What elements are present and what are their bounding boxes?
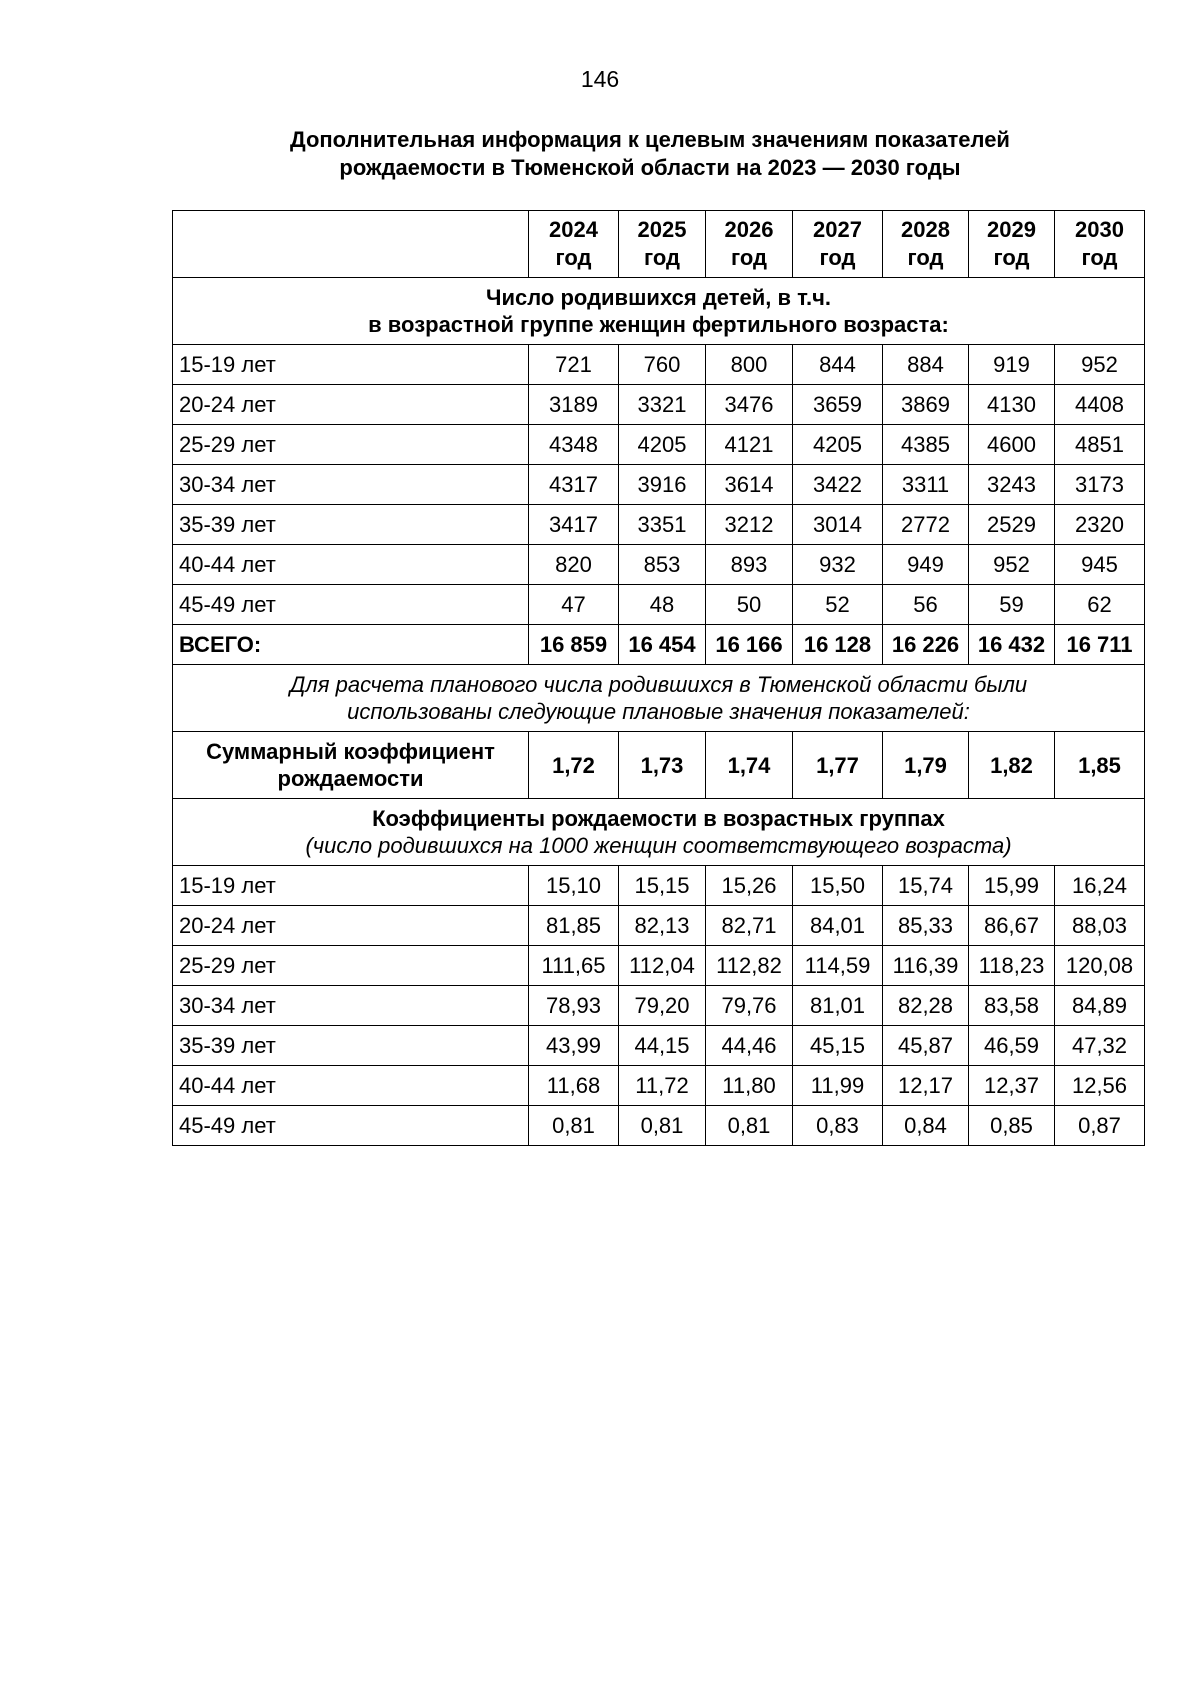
births-table-row <box>173 345 1145 385</box>
births-value-cell: 3014 <box>793 505 883 545</box>
rate-value-cell: 11,68 <box>529 1066 619 1106</box>
age-group-label: 35-39 лет <box>173 505 529 545</box>
tfr-value-cell: 1,74 <box>706 732 793 799</box>
tfr-label-line-1: Суммарный коэффициент <box>206 739 495 764</box>
total-value-cell: 16 226 <box>883 625 969 665</box>
year-unit: год <box>1081 245 1118 270</box>
year-label: 2024 <box>549 217 598 242</box>
tfr-value-cell: 1,72 <box>529 732 619 799</box>
rate-value-cell: 0,83 <box>793 1106 883 1146</box>
rate-value-cell: 86,67 <box>969 906 1055 946</box>
births-value-cell: 4851 <box>1055 425 1145 465</box>
year-label: 2026 <box>724 217 774 242</box>
total-row <box>173 625 1145 665</box>
births-value-cell: 3321 <box>619 385 706 425</box>
total-value-cell: 16 859 <box>529 625 619 665</box>
year-unit: год <box>644 245 680 270</box>
births-value-cell: 50 <box>706 585 793 625</box>
rate-value-cell: 82,71 <box>706 906 793 946</box>
births-value-cell: 3243 <box>969 465 1055 505</box>
rate-value-cell: 88,03 <box>1055 906 1145 946</box>
rates-section-line-2: (число родившихся на 1000 женщин соответствующего возраста) <box>305 833 1012 858</box>
rate-value-cell: 12,17 <box>883 1066 969 1106</box>
rate-value-cell: 11,72 <box>619 1066 706 1106</box>
corner-cell <box>173 211 529 278</box>
total-value-cell: 16 711 <box>1055 625 1145 665</box>
births-value-cell: 2320 <box>1055 505 1145 545</box>
births-value-cell: 3614 <box>706 465 793 505</box>
total-value-cell: 16 128 <box>793 625 883 665</box>
births-value-cell: 4205 <box>793 425 883 465</box>
tfr-value-cell: 1,73 <box>619 732 706 799</box>
rates-table-row <box>173 1106 1145 1146</box>
age-group-label: 20-24 лет <box>173 906 529 946</box>
age-group-label: 25-29 лет <box>173 946 529 986</box>
births-value-cell: 853 <box>619 545 706 585</box>
births-value-cell: 919 <box>969 345 1055 385</box>
year-label: 2025 <box>637 217 687 242</box>
births-value-cell: 56 <box>883 585 969 625</box>
births-value-cell: 2529 <box>969 505 1055 545</box>
rate-value-cell: 11,80 <box>706 1066 793 1106</box>
rate-value-cell: 0,81 <box>619 1106 706 1146</box>
document-title <box>210 126 1090 182</box>
births-value-cell: 4317 <box>529 465 619 505</box>
rate-value-cell: 0,85 <box>969 1106 1055 1146</box>
age-group-label: 40-44 лет <box>173 545 529 585</box>
age-group-label: 40-44 лет <box>173 1066 529 1106</box>
rate-value-cell: 44,15 <box>619 1026 706 1066</box>
rate-value-cell: 15,10 <box>529 866 619 906</box>
rate-value-cell: 84,01 <box>793 906 883 946</box>
births-table-row <box>173 425 1145 465</box>
year-label: 2030 <box>1075 217 1124 242</box>
rate-value-cell: 15,15 <box>619 866 706 906</box>
births-value-cell: 62 <box>1055 585 1145 625</box>
rate-value-cell: 81,01 <box>793 986 883 1026</box>
tfr-label <box>173 732 529 799</box>
births-value-cell: 3916 <box>619 465 706 505</box>
births-value-cell: 760 <box>619 345 706 385</box>
year-header <box>706 211 793 278</box>
births-value-cell: 721 <box>529 345 619 385</box>
births-value-cell: 47 <box>529 585 619 625</box>
births-table-row <box>173 465 1145 505</box>
age-group-label: 15-19 лет <box>173 866 529 906</box>
births-table-row <box>173 545 1145 585</box>
births-value-cell: 3351 <box>619 505 706 545</box>
rate-value-cell: 0,84 <box>883 1106 969 1146</box>
year-header <box>883 211 969 278</box>
rates-table-row <box>173 866 1145 906</box>
rate-value-cell: 82,13 <box>619 906 706 946</box>
births-value-cell: 952 <box>969 545 1055 585</box>
rate-value-cell: 15,50 <box>793 866 883 906</box>
rate-value-cell: 83,58 <box>969 986 1055 1026</box>
births-value-cell: 3212 <box>706 505 793 545</box>
births-value-cell: 884 <box>883 345 969 385</box>
rate-value-cell: 85,33 <box>883 906 969 946</box>
births-value-cell: 4348 <box>529 425 619 465</box>
births-table-row <box>173 585 1145 625</box>
total-value-cell: 16 454 <box>619 625 706 665</box>
births-value-cell: 3189 <box>529 385 619 425</box>
rate-value-cell: 45,15 <box>793 1026 883 1066</box>
rates-section-line-1: Коэффициенты рождаемости в возрастных группах <box>372 806 945 831</box>
rate-value-cell: 114,59 <box>793 946 883 986</box>
year-unit: год <box>555 245 592 270</box>
planning-note <box>173 665 1145 732</box>
age-group-label: 30-34 лет <box>173 465 529 505</box>
tfr-value-cell: 1,85 <box>1055 732 1145 799</box>
tfr-value-cell: 1,79 <box>883 732 969 799</box>
year-unit: год <box>731 245 767 270</box>
rate-value-cell: 11,99 <box>793 1066 883 1106</box>
rate-value-cell: 118,23 <box>969 946 1055 986</box>
age-group-label: 45-49 лет <box>173 585 529 625</box>
rate-value-cell: 116,39 <box>883 946 969 986</box>
rate-value-cell: 84,89 <box>1055 986 1145 1026</box>
births-value-cell: 48 <box>619 585 706 625</box>
rate-value-cell: 120,08 <box>1055 946 1145 986</box>
births-value-cell: 4385 <box>883 425 969 465</box>
births-section-line-2: в возрастной группе женщин фертильного возраста: <box>368 312 949 337</box>
births-value-cell: 3869 <box>883 385 969 425</box>
rate-value-cell: 12,37 <box>969 1066 1055 1106</box>
age-group-label: 20-24 лет <box>173 385 529 425</box>
births-table-row <box>173 385 1145 425</box>
rate-value-cell: 79,76 <box>706 986 793 1026</box>
births-value-cell: 3659 <box>793 385 883 425</box>
rate-value-cell: 0,81 <box>529 1106 619 1146</box>
year-unit: год <box>993 245 1030 270</box>
document-title-line-2: рождаемости в Тюменской области на 2023 — 2030 годы <box>339 155 961 180</box>
rates-table-row <box>173 1066 1145 1106</box>
rate-value-cell: 15,26 <box>706 866 793 906</box>
birth-rate-table <box>172 210 1145 1146</box>
rates-table-row <box>173 986 1145 1026</box>
year-header <box>529 211 619 278</box>
births-value-cell: 52 <box>793 585 883 625</box>
births-value-cell: 932 <box>793 545 883 585</box>
births-value-cell: 945 <box>1055 545 1145 585</box>
tfr-label-line-2: рождаемости <box>277 766 424 791</box>
births-value-cell: 4205 <box>619 425 706 465</box>
rate-value-cell: 0,87 <box>1055 1106 1145 1146</box>
births-value-cell: 3476 <box>706 385 793 425</box>
births-value-cell: 2772 <box>883 505 969 545</box>
year-label: 2028 <box>901 217 950 242</box>
total-label: ВСЕГО: <box>173 625 529 665</box>
year-label: 2027 <box>813 217 862 242</box>
document-title-line-1: Дополнительная информация к целевым значениям показателей <box>290 127 1010 152</box>
rates-table-row <box>173 946 1145 986</box>
total-value-cell: 16 166 <box>706 625 793 665</box>
planning-note-line-2: использованы следующие плановые значения показателей: <box>347 699 970 724</box>
header-row <box>173 211 1145 278</box>
year-label: 2029 <box>987 217 1036 242</box>
age-group-label: 35-39 лет <box>173 1026 529 1066</box>
births-value-cell: 844 <box>793 345 883 385</box>
rate-value-cell: 78,93 <box>529 986 619 1026</box>
births-value-cell: 3311 <box>883 465 969 505</box>
year-header <box>1055 211 1145 278</box>
rate-value-cell: 111,65 <box>529 946 619 986</box>
births-value-cell: 820 <box>529 545 619 585</box>
births-table-row <box>173 505 1145 545</box>
rate-value-cell: 112,82 <box>706 946 793 986</box>
rate-value-cell: 44,46 <box>706 1026 793 1066</box>
rates-section-row <box>173 799 1145 866</box>
rate-value-cell: 16,24 <box>1055 866 1145 906</box>
births-value-cell: 3173 <box>1055 465 1145 505</box>
rate-value-cell: 0,81 <box>706 1106 793 1146</box>
planning-note-line-1: Для расчета планового числа родившихся в Тюменской области были <box>289 672 1028 697</box>
rate-value-cell: 43,99 <box>529 1026 619 1066</box>
rate-value-cell: 15,74 <box>883 866 969 906</box>
age-group-label: 30-34 лет <box>173 986 529 1026</box>
births-value-cell: 800 <box>706 345 793 385</box>
rate-value-cell: 45,87 <box>883 1026 969 1066</box>
rates-table-row <box>173 906 1145 946</box>
rate-value-cell: 81,85 <box>529 906 619 946</box>
births-value-cell: 59 <box>969 585 1055 625</box>
births-value-cell: 4408 <box>1055 385 1145 425</box>
tfr-row <box>173 732 1145 799</box>
births-value-cell: 4600 <box>969 425 1055 465</box>
births-value-cell: 3422 <box>793 465 883 505</box>
births-section-heading <box>173 278 1145 345</box>
tfr-value-cell: 1,82 <box>969 732 1055 799</box>
year-header <box>793 211 883 278</box>
births-value-cell: 4130 <box>969 385 1055 425</box>
year-unit: год <box>907 245 944 270</box>
age-group-label: 45-49 лет <box>173 1106 529 1146</box>
table-body <box>173 211 1145 1146</box>
births-value-cell: 952 <box>1055 345 1145 385</box>
births-value-cell: 893 <box>706 545 793 585</box>
note-row <box>173 665 1145 732</box>
births-value-cell: 949 <box>883 545 969 585</box>
births-value-cell: 4121 <box>706 425 793 465</box>
rates-section-heading <box>173 799 1145 866</box>
page-number: 146 <box>580 66 620 92</box>
births-section-row <box>173 278 1145 345</box>
rate-value-cell: 15,99 <box>969 866 1055 906</box>
births-value-cell: 3417 <box>529 505 619 545</box>
rate-value-cell: 79,20 <box>619 986 706 1026</box>
year-unit: год <box>819 245 856 270</box>
total-value-cell: 16 432 <box>969 625 1055 665</box>
rate-value-cell: 82,28 <box>883 986 969 1026</box>
rate-value-cell: 46,59 <box>969 1026 1055 1066</box>
year-header <box>619 211 706 278</box>
age-group-label: 15-19 лет <box>173 345 529 385</box>
age-group-label: 25-29 лет <box>173 425 529 465</box>
rates-table-row <box>173 1026 1145 1066</box>
rate-value-cell: 12,56 <box>1055 1066 1145 1106</box>
rate-value-cell: 112,04 <box>619 946 706 986</box>
births-section-line-1: Число родившихся детей, в т.ч. <box>486 285 831 310</box>
rate-value-cell: 47,32 <box>1055 1026 1145 1066</box>
year-header <box>969 211 1055 278</box>
tfr-value-cell: 1,77 <box>793 732 883 799</box>
